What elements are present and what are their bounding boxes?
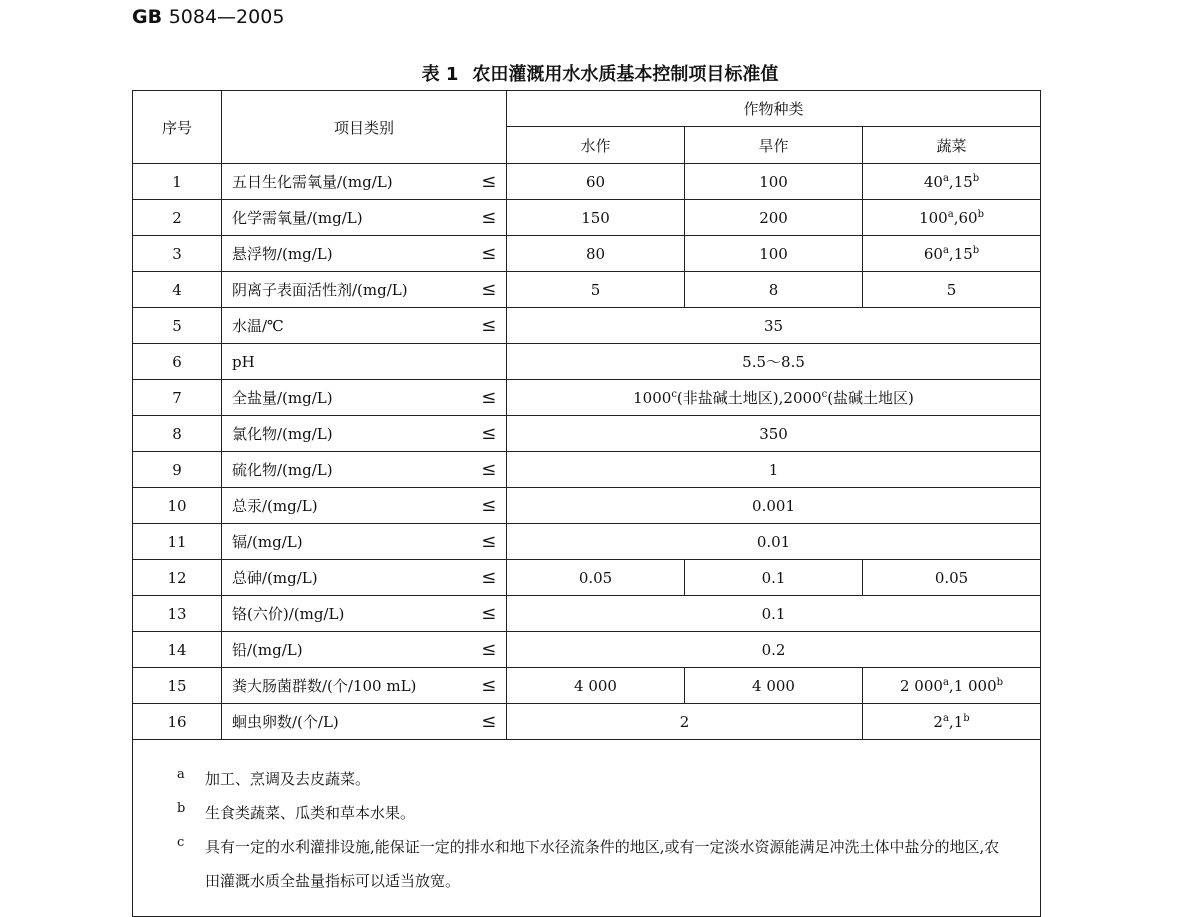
value-paddy: 150 [507,200,685,236]
limit-symbol: ≤ [472,596,507,632]
value-all-crops: 0.1 [507,596,1041,632]
limit-symbol: ≤ [472,560,507,596]
row-item: 悬浮物/(mg/L) [222,236,472,272]
value-paddy: 0.05 [507,560,685,596]
footnote-text: 生食类蔬菜、瓜类和草本水果。 [205,804,416,822]
header-crop-paddy: 水作 [507,127,685,164]
value-dryland: 4 000 [685,668,863,704]
value-dryland: 100 [685,236,863,272]
limit-symbol: ≤ [472,416,507,452]
row-no: 10 [133,488,222,524]
limit-symbol: ≤ [472,668,507,704]
value-vegetable: 0.05 [863,560,1041,596]
header-crop-group: 作物种类 [507,91,1041,127]
table-row [133,452,1041,488]
footnote-text: 加工、烹调及去皮蔬菜。 [205,770,371,788]
header-seq: 序号 [133,91,222,164]
value-vegetable: 60$^a$,15$^b$ [863,236,1041,272]
table-row [133,668,1041,704]
value-all-crops: 350 [507,416,1041,452]
row-no: 13 [133,596,222,632]
table-row [133,272,1041,308]
table-row [133,524,1041,560]
row-no: 8 [133,416,222,452]
value-paddy: 5 [507,272,685,308]
row-item: 阴离子表面活性剂/(mg/L) [222,272,472,308]
footnote [177,830,1010,898]
footnote-mark: a [177,767,185,782]
row-no: 2 [133,200,222,236]
value-vegetable: 5 [863,272,1041,308]
standard-code: GB [132,6,163,28]
table-footnotes [133,740,1041,917]
value-all-crops: 0.001 [507,488,1041,524]
table-row [133,488,1041,524]
row-no: 11 [133,524,222,560]
standard-number: 5084—2005 [168,6,285,28]
table-row [133,164,1041,200]
table-row [133,308,1041,344]
header-crop-dryland: 旱作 [685,127,863,164]
table-caption [0,60,1200,86]
limit-symbol: ≤ [472,164,507,200]
value-dryland: 0.1 [685,560,863,596]
standard-id [132,6,284,28]
row-item: 铅/(mg/L) [222,632,472,668]
value-all-crops: 0.01 [507,524,1041,560]
value-paddy: 4 000 [507,668,685,704]
footnote-mark: c [177,835,185,850]
value-dryland: 8 [685,272,863,308]
row-no: 15 [133,668,222,704]
value-paddy: 80 [507,236,685,272]
row-no: 9 [133,452,222,488]
row-no: 3 [133,236,222,272]
row-item: 硫化物/(mg/L) [222,452,472,488]
value-all-crops: 0.2 [507,632,1041,668]
limit-symbol: ≤ [472,704,507,740]
footnote-mark: b [177,801,186,816]
row-item: pH [222,344,507,380]
row-no: 14 [133,632,222,668]
table-row [133,596,1041,632]
row-item: 粪大肠菌群数/(个/100 mL) [222,668,472,704]
value-vegetable: 100$^a$,60$^b$ [863,200,1041,236]
table-number: 表 1 [421,64,459,85]
limit-symbol: ≤ [472,524,507,560]
row-item: 化学需氧量/(mg/L) [222,200,472,236]
header-item: 项目类别 [222,91,507,164]
footnote [177,796,1010,830]
row-item: 总汞/(mg/L) [222,488,472,524]
row-item: 五日生化需氧量/(mg/L) [222,164,472,200]
limit-symbol: ≤ [472,488,507,524]
value-all-crops: 5.5～8.5 [507,344,1041,380]
standard-values-table [132,90,1041,917]
row-no: 5 [133,308,222,344]
row-item: 铬(六价)/(mg/L) [222,596,472,632]
limit-symbol: ≤ [472,632,507,668]
limit-symbol: ≤ [472,308,507,344]
row-item: 总砷/(mg/L) [222,560,472,596]
row-item: 氯化物/(mg/L) [222,416,472,452]
row-no: 16 [133,704,222,740]
row-item: 镉/(mg/L) [222,524,472,560]
limit-symbol: ≤ [472,272,507,308]
value-paddy: 60 [507,164,685,200]
limit-symbol: ≤ [472,200,507,236]
limit-symbol: ≤ [472,236,507,272]
limit-symbol: ≤ [472,452,507,488]
row-no: 12 [133,560,222,596]
table-row [133,344,1041,380]
value-all-crops: 1000$^c$(非盐碱土地区),2000$^c$(盐碱土地区) [507,380,1041,416]
table-row [133,200,1041,236]
table-title: 农田灌溉用水水质基本控制项目标准值 [472,64,779,85]
table-row [133,632,1041,668]
header-crop-vegetable: 蔬菜 [863,127,1041,164]
footnote-text: 具有一定的水利灌排设施,能保证一定的排水和地下水径流条件的地区,或有一定淡水资源能满足冲洗土体中盐分的地区,农田灌溉水质全盐量指标可以适当放宽。 [205,838,1000,890]
table-row [133,380,1041,416]
value-dryland: 200 [685,200,863,236]
row-item: 全盐量/(mg/L) [222,380,472,416]
limit-symbol: ≤ [472,380,507,416]
row-no: 1 [133,164,222,200]
row-item: 水温/℃ [222,308,472,344]
row-no: 4 [133,272,222,308]
row-no: 6 [133,344,222,380]
value-dryland: 100 [685,164,863,200]
value-vegetable: 40$^a$,15$^b$ [863,164,1041,200]
row-no: 7 [133,380,222,416]
value-all-crops: 1 [507,452,1041,488]
value-paddy-dryland: 2 [507,704,863,740]
table-row [133,560,1041,596]
table-row [133,236,1041,272]
footnote [177,762,1010,796]
value-vegetable: 2 000$^a$,1 000$^b$ [863,668,1041,704]
value-vegetable: 2$^a$,1$^b$ [863,704,1041,740]
table-row [133,416,1041,452]
value-all-crops: 35 [507,308,1041,344]
row-item: 蛔虫卵数/(个/L) [222,704,472,740]
table-row [133,704,1041,740]
